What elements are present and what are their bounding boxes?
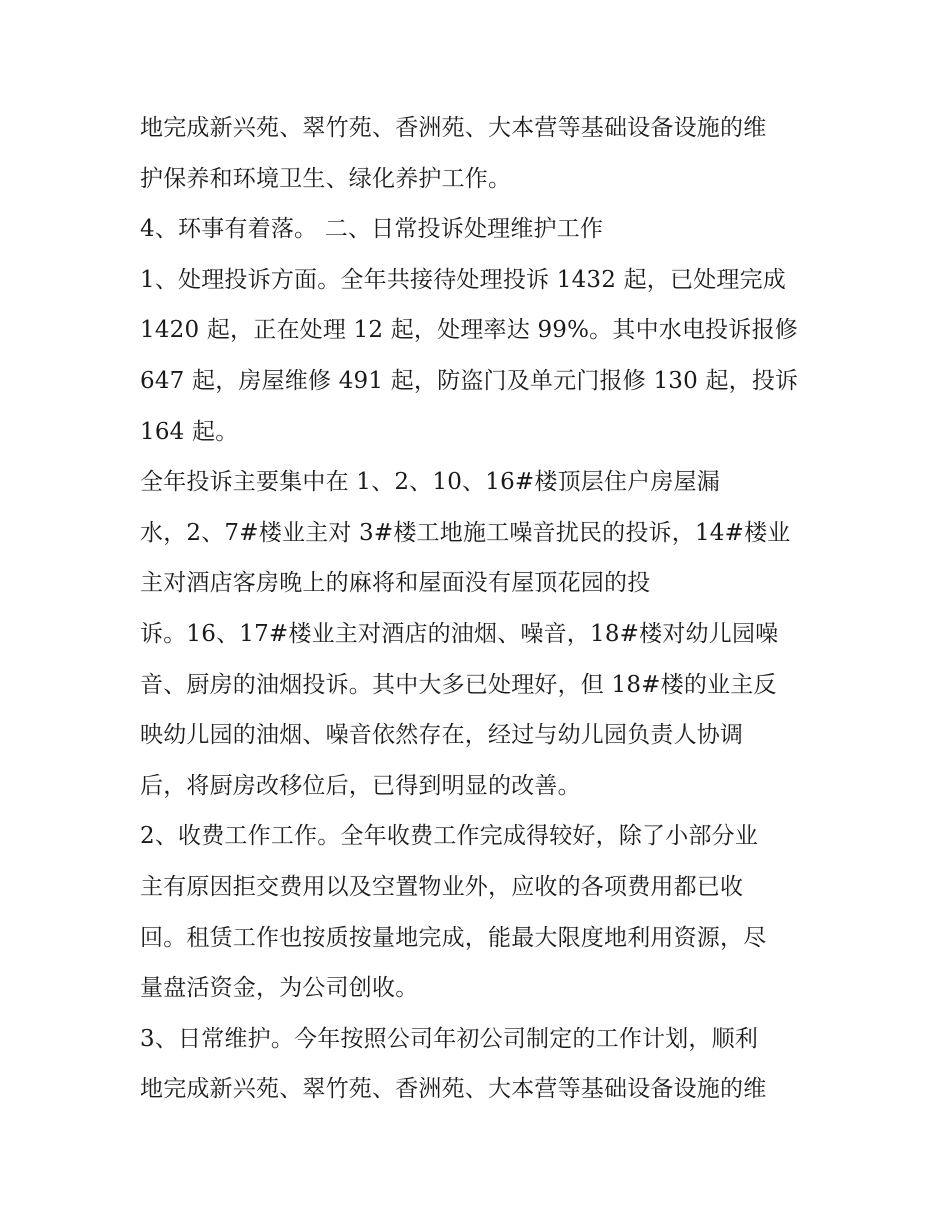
text-line: 水，2、7#楼业主对 3#楼工地施工噪音扰民的投诉，14#楼业	[140, 519, 791, 546]
text-line: 主有原因拒交费用以及空置物业外，应收的各项费用都已收	[140, 873, 744, 900]
text-line: 1420 起，正在处理 12 起，处理率达 99%。其中水电投诉报修	[140, 317, 798, 344]
text-line: 护保养和环境卫生、绿化养护工作。	[140, 165, 512, 192]
text-line: 164 起。	[140, 418, 239, 445]
text-line: 回。租赁工作也按质按量地完成，能最大限度地利用资源，尽	[140, 924, 767, 951]
text-line: 3、日常维护。今年按照公司年初公司制定的工作计划，顺利	[140, 1025, 759, 1052]
text-line: 音、厨房的油烟投诉。其中大多已处理好，但 18#楼的业主反	[140, 671, 777, 698]
text-line: 主对酒店客房晚上的麻将和屋面没有屋顶花园的投	[140, 570, 651, 597]
text-line: 4、环事有着落。 二、日常投诉处理维护工作	[140, 216, 604, 243]
text-line: 地完成新兴苑、翠竹苑、香洲苑、大本营等基础设备设施的维	[140, 115, 767, 141]
text-line: 2、收费工作工作。全年收费工作完成得较好，除了小部分业	[140, 823, 759, 850]
text-line: 地完成新兴苑、翠竹苑、香洲苑、大本营等基础设备设施的维	[140, 1076, 767, 1103]
text-line: 映幼儿园的油烟、噪音依然存在，经过与幼儿园负责人协调	[140, 722, 744, 749]
document-body	[140, 103, 830, 1115]
text-line: 诉。16、17#楼业主对酒店的油烟、噪音，18#楼对幼儿园噪	[140, 620, 779, 647]
text-line: 全年投诉主要集中在 1、2、10、16#楼顶层住户房屋漏	[140, 469, 720, 496]
text-line: 1、处理投诉方面。全年共接待处理投诉 1432 起，已处理完成	[140, 266, 786, 293]
text-line: 量盘活资金，为公司创收。	[140, 975, 419, 1002]
text-line: 后，将厨房改移位后，已得到明显的改善。	[140, 772, 581, 799]
text-line: 647 起，房屋维修 491 起，防盗门及单元门报修 130 起，投诉	[140, 367, 799, 394]
